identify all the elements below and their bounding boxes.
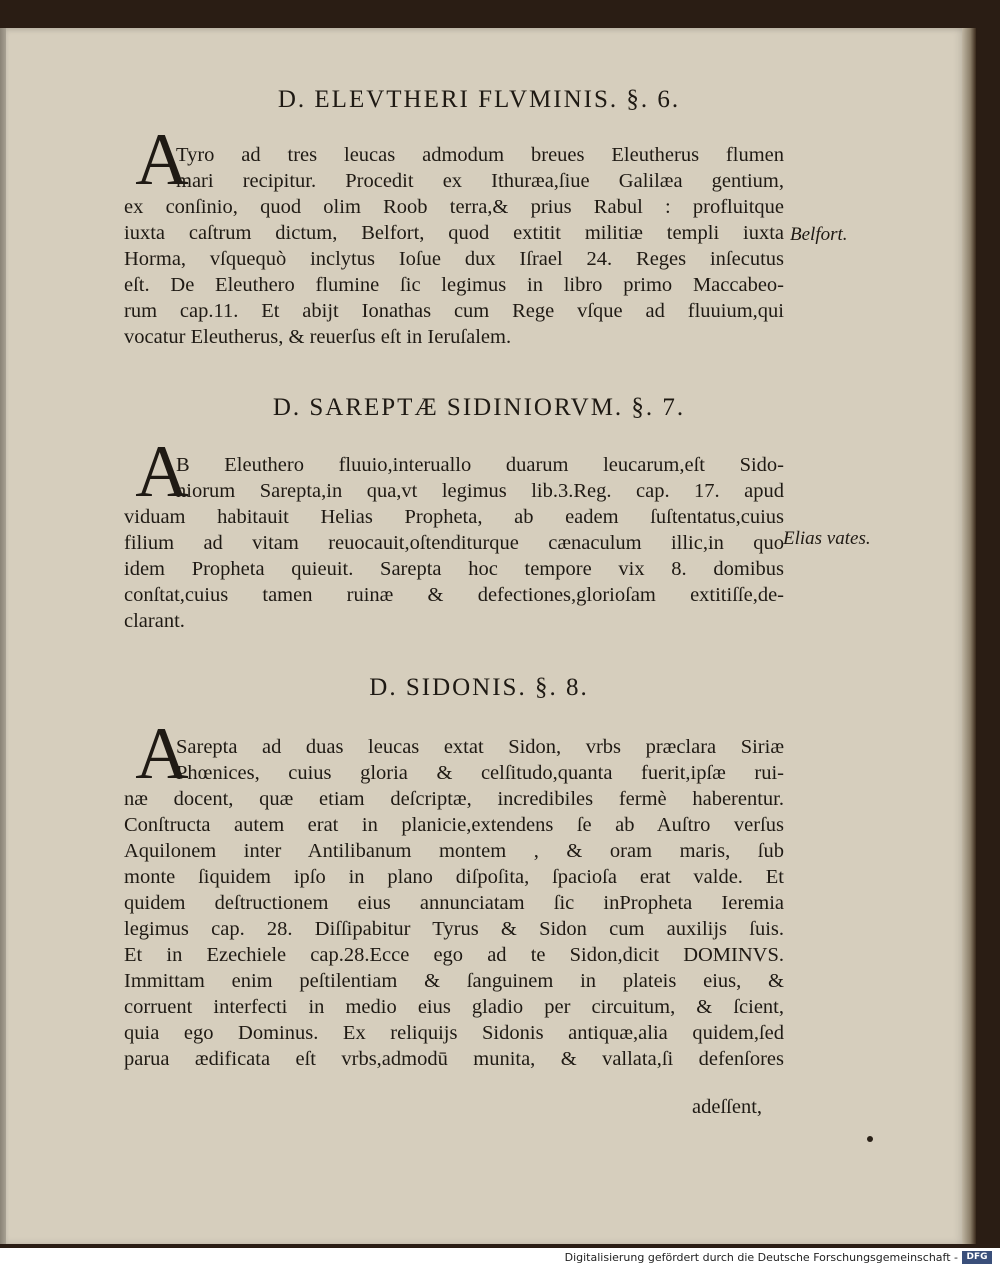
text-line: B Eleuthero fluuio,interuallo duarum leucarum,eſt Sido- [176, 454, 784, 476]
text-line: mari recipitur. Procedit ex Ithuræa,ſiue Galilæa gentium, [176, 170, 784, 192]
drop-cap-initial: A [135, 119, 189, 201]
drop-cap-initial: A [135, 431, 189, 513]
section-heading-6: D. ELEVTHERI FLVMINIS. §. 6. [277, 86, 681, 113]
text-line: monte ſiquidem ipſo in plano diſpoſita, ſpacioſa erat valde. Et [124, 866, 784, 888]
page-edge [962, 28, 976, 1244]
text-line: Phœnices, cuius gloria & celſitudo,quanta fuerit,ipſæ rui- [176, 762, 784, 784]
text-line: parua ædificata eſt vrbs,admodū munita, & vallata,ſi defenſores [124, 1048, 784, 1070]
text-line: iuxta caſtrum dictum, Belfort, quod extitit militiæ templi iuxta [124, 222, 784, 244]
text-line: Immittam enim peſtilentiam & ſanguinem in plateis eius, & [124, 970, 784, 992]
paragraph-sidon [124, 734, 784, 1072]
text-line: legimus cap. 28. Diſſipabitur Tyrus & Sidon cum auxilijs ſuis. [124, 918, 784, 940]
text-line: vocatur Eleutherus, & reuerſus eſt in Ieruſalem. [124, 326, 512, 348]
catchword: adeſſent, [692, 1096, 763, 1118]
text-line: idem Propheta quieuit. Sarepta hoc tempore vix 8. domibus [124, 558, 784, 580]
text-line: niorum Sarepta,in qua,vt legimus lib.3.Reg. cap. 17. apud [176, 480, 784, 502]
text-line: Aquilonem inter Antilibanum montem , & oram maris, ſub [124, 840, 784, 862]
text-line: rum cap.11. Et abijt Ionathas cum Rege vſque ad fluuium,qui [124, 300, 784, 322]
text-line: clarant. [124, 610, 185, 632]
text-line: viduam habitauit Helias Propheta, ab eadem ſuſtentatus,cuius [124, 506, 784, 528]
text-line: quidem deſtructionem eius annunciatam ſic inPropheta Ieremia [124, 892, 784, 914]
text-line: eſt. De Eleuthero flumine ſic legimus in libro primo Maccabeo- [124, 274, 784, 296]
drop-cap-initial: A [135, 713, 189, 795]
section-heading-7: D. SAREPTÆ SIDINIORVM. §. 7. [272, 394, 686, 421]
section-heading-8: D. SIDONIS. §. 8. [369, 674, 589, 701]
paragraph-eleutheri [124, 142, 784, 350]
text-line: næ docent, quæ etiam deſcriptæ, incredibiles fermè haberentur. [124, 788, 784, 810]
text-line: Horma, vſquequò inclytus Ioſue dux Iſrael 24. Reges inſecutus [124, 248, 784, 270]
text-line: Sarepta ad duas leucas extat Sidon, vrbs præclara Siriæ [176, 736, 784, 758]
text-line: Tyro ad tres leucas admodum breues Eleutherus flumen [176, 144, 784, 166]
text-line: Conſtructa autem erat in planicie,extendens ſe ab Auſtro verſus [124, 814, 784, 836]
ink-dot [867, 1136, 873, 1142]
funding-credit: Digitalisierung gefördert durch die Deutsche Forschungsgemeinschaft - [564, 1251, 958, 1264]
footer-bar [0, 1248, 1000, 1268]
text-line: Et in Ezechiele cap.28.Ecce ego ad te Sidon,dicit DOMINVS. [124, 944, 784, 966]
text-line: filium ad vitam reuocauit,oſtenditurque cænaculum illic,in quo [124, 532, 784, 554]
text-line: conſtat,cuius tamen ruinæ & defectiones,glorioſam extitiſſe,de- [124, 584, 784, 606]
text-line: ex conſinio, quod olim Roob terra,& prius Rabul : profluitque [124, 196, 784, 218]
margin-note-belfort: Belfort. [790, 224, 848, 245]
dfg-logo[interactable]: DFG [962, 1251, 992, 1264]
margin-note-elias: Elias vates. [783, 528, 871, 549]
text-line: corruent interfecti in medio eius gladio per circuitum, & ſcient, [124, 996, 784, 1018]
text-line: quia ego Dominus. Ex reliquijs Sidonis antiquæ,alia quidem,ſed [124, 1022, 784, 1044]
paragraph-sarepta [124, 452, 784, 634]
